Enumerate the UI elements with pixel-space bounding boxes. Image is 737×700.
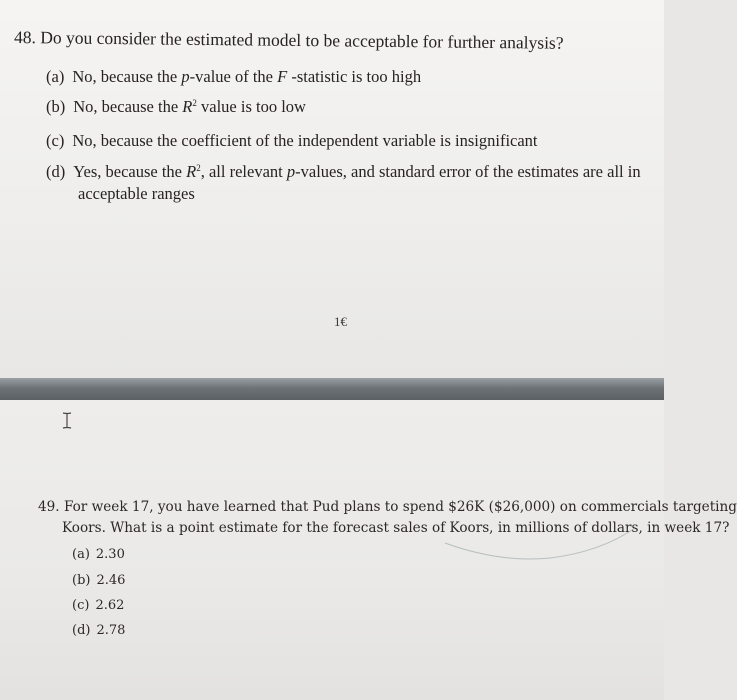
text-cursor-icon — [62, 412, 72, 429]
question-48-option-b: (b) No, because the $R^2$ value is too low — [46, 97, 306, 116]
option-label: (a) — [46, 67, 65, 86]
option-label: (c) — [46, 131, 65, 150]
question-49-option-a: (a) 2.30 — [72, 547, 125, 562]
question-49-option-b: (b) 2.46 — [72, 573, 126, 588]
question-49-line-1: 49. For week 17, you have learned that Pud plans to spend $26K ($26,000) on commercials targeting — [38, 499, 737, 515]
question-49-option-c: (c) 2.62 — [72, 598, 125, 613]
pen-underline-mark — [440, 508, 640, 568]
question-48-option-d-continuation: acceptable ranges — [78, 184, 195, 203]
page-number: 1€ — [334, 314, 347, 329]
page-divider — [0, 378, 664, 400]
question-48-option-c: (c) No, because the coefficient of the independent variable is insignificant — [46, 131, 538, 150]
question-48-option-d: (d) Yes, because the $R^2$, all relevant p-values, and standard error of the estimates are all in — [46, 162, 641, 181]
option-label: (d) — [46, 162, 66, 181]
question-49-line-2: Koors. What is a point estimate for the forecast sales of Koors, in millions of dollars, in week 17? — [62, 520, 730, 536]
question-48-title: 48. Do you consider the estimated model to be acceptable for further analysis? — [13, 27, 564, 53]
question-48-option-a: (a) No, because the p-value of the F -statistic is too high — [46, 67, 422, 86]
option-label: (b) — [46, 97, 66, 116]
question-49-option-d: (d) 2.78 — [72, 623, 126, 638]
